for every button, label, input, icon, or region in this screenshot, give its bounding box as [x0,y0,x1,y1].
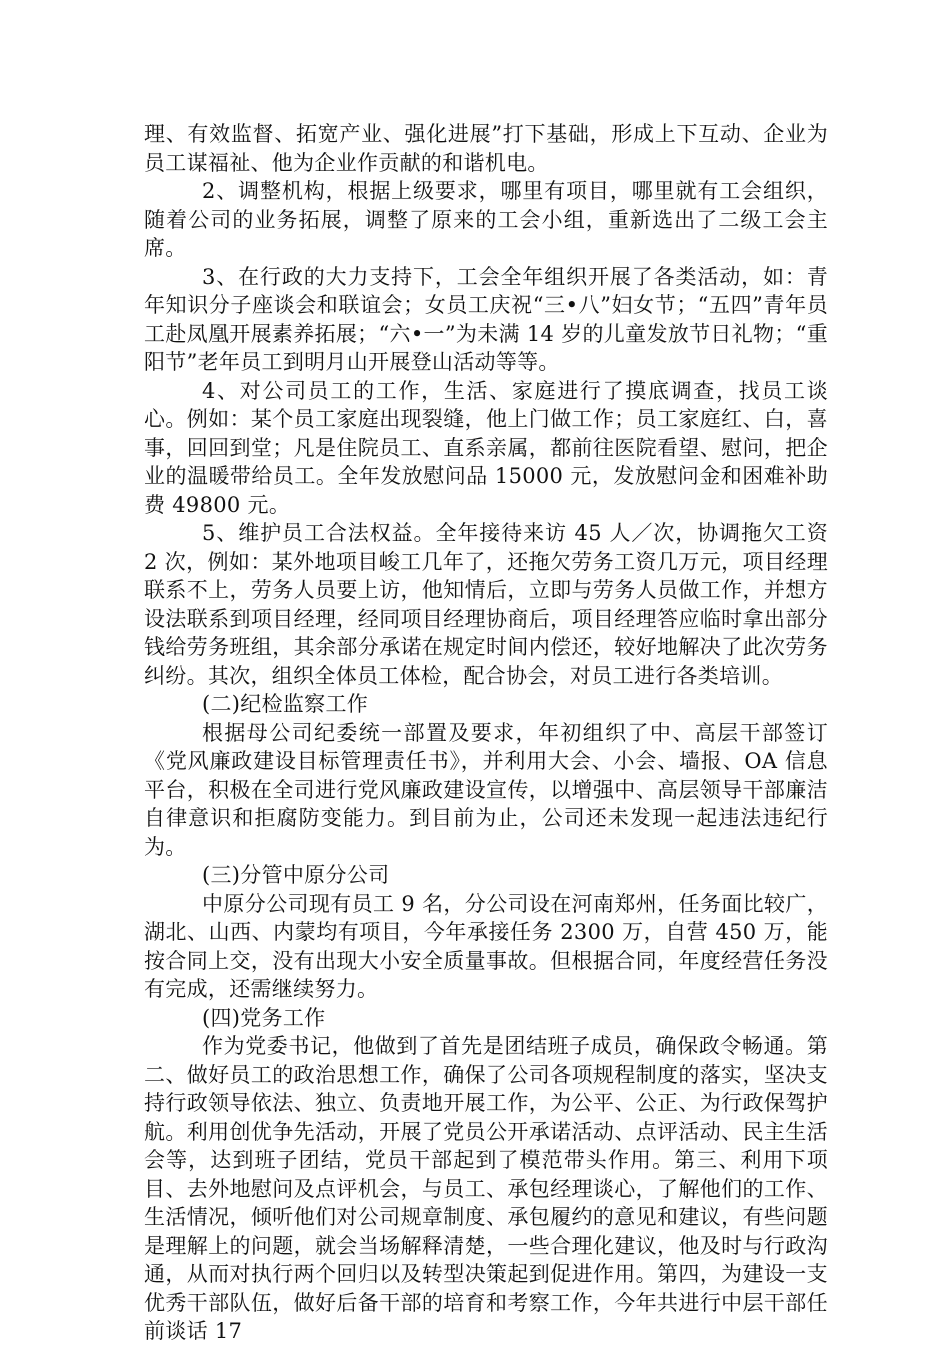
paragraph-item-4: 4、对公司员工的工作，生活、家庭进行了摸底调查，找员工谈心。例如：某个员工家庭出现裂缝，他上门做工作；员工家庭红、白，喜事，回回到堂；凡是住院员工、直系亲属，都前往医院看望、慰问，把企业的温暖带给员工。全年发放慰问品 15000 元，发放慰问金和困难补助费 49800 元。 [144,378,828,517]
paragraph-discipline: 根据母公司纪委统一部置及要求，年初组织了中、高层干部签订《党风廉政建设目标管理责任书》，并利用大会、小会、墙报、OA 信息平台，积极在全司进行党风廉政建设宣传，以增强中、高层领导干部廉洁自律意识和拒腐防变能力。到目前为止，公司还未发现一起违法违纪行为。 [144,720,828,859]
paragraph-party-affairs: 作为党委书记，他做到了首先是团结班子成员，确保政令畅通。第二、做好员工的政治思想工作，确保了公司各项规程制度的落实，坚决支持行政领导依法、独立、负责地开展工作，为公平、公正、为行政保驾护航。利用创优争先活动，开展了党员公开承诺活动、点评活动、民主生活会等，达到班子团结，党员干部起到了模范带头作用。第三、利用下项目、去外地慰问及点评机会，与员工、承包经理谈心，了解他们的工作、生活情况，倾听他们对公司规章制度、承包履约的意见和建议，有些问题是理解上的问题，就会当场解释清楚，一些合理化建议，他及时与行政沟通，从而对执行两个回归以及转型决策起到促进作用。第四，为建设一支优秀干部队伍，做好后备干部的培育和考察工作，今年共进行中层干部任前谈话 17 [144,1034,828,1343]
paragraph-item-2: 2、调整机构，根据上级要求，哪里有项目，哪里就有工会组织，随着公司的业务拓展，调整了原来的工会小组，重新选出了二级工会主席。 [144,179,828,260]
section-heading-discipline: (二)纪检监察工作 [202,692,369,716]
document-body [144,120,828,1346]
paragraph-item-5: 5、维护员工合法权益。全年接待来访 45 人／次，协调拖欠工资 2 次，例如：某外地项目峻工几年了，还拖欠劳务工资几万元，项目经理联系不上，劳务人员要上访，他知情后，立即与劳务人员做工作，并想方设法联系到项目经理，经同项目经理协商后，项目经理答应临时拿出部分钱给劳务班组，其余部分承诺在规定时间内偿还，较好地解决了此次劳务纠纷。其次，组织全体员工体检，配合协会，对员工进行各类培训。 [144,521,828,688]
section-heading-zhongyuan: (三)分管中原分公司 [202,863,390,887]
paragraph-zhongyuan: 中原分公司现有员工 9 名，分公司设在河南郑州，任务面比较广，湖北、山西、内蒙均有项目，今年承接任务 2300 万，自营 450 万，能按合同上交，没有出现大小安全质量事故。但根据合同，年度经营任务没有完成，还需继续努力。 [144,891,828,1001]
paragraph-continuation: 理、有效监督、拓宽产业、强化进展”打下基础，形成上下互动、企业为员工谋福祉、他为企业作贡献的和谐机电。 [144,122,828,175]
section-heading-party-affairs: (四)党务工作 [202,1005,326,1030]
paragraph-item-3: 3、在行政的大力支持下，工会全年组织开展了各类活动，如：青年知识分子座谈会和联谊会；女员工庆祝“三•八”妇女节；“五四”青年员工赴凤凰开展素养拓展；“六•一”为未满 14 岁的儿童发放节日礼物；“重阳节”老年员工到明月山开展登山活动等等。 [144,264,828,374]
